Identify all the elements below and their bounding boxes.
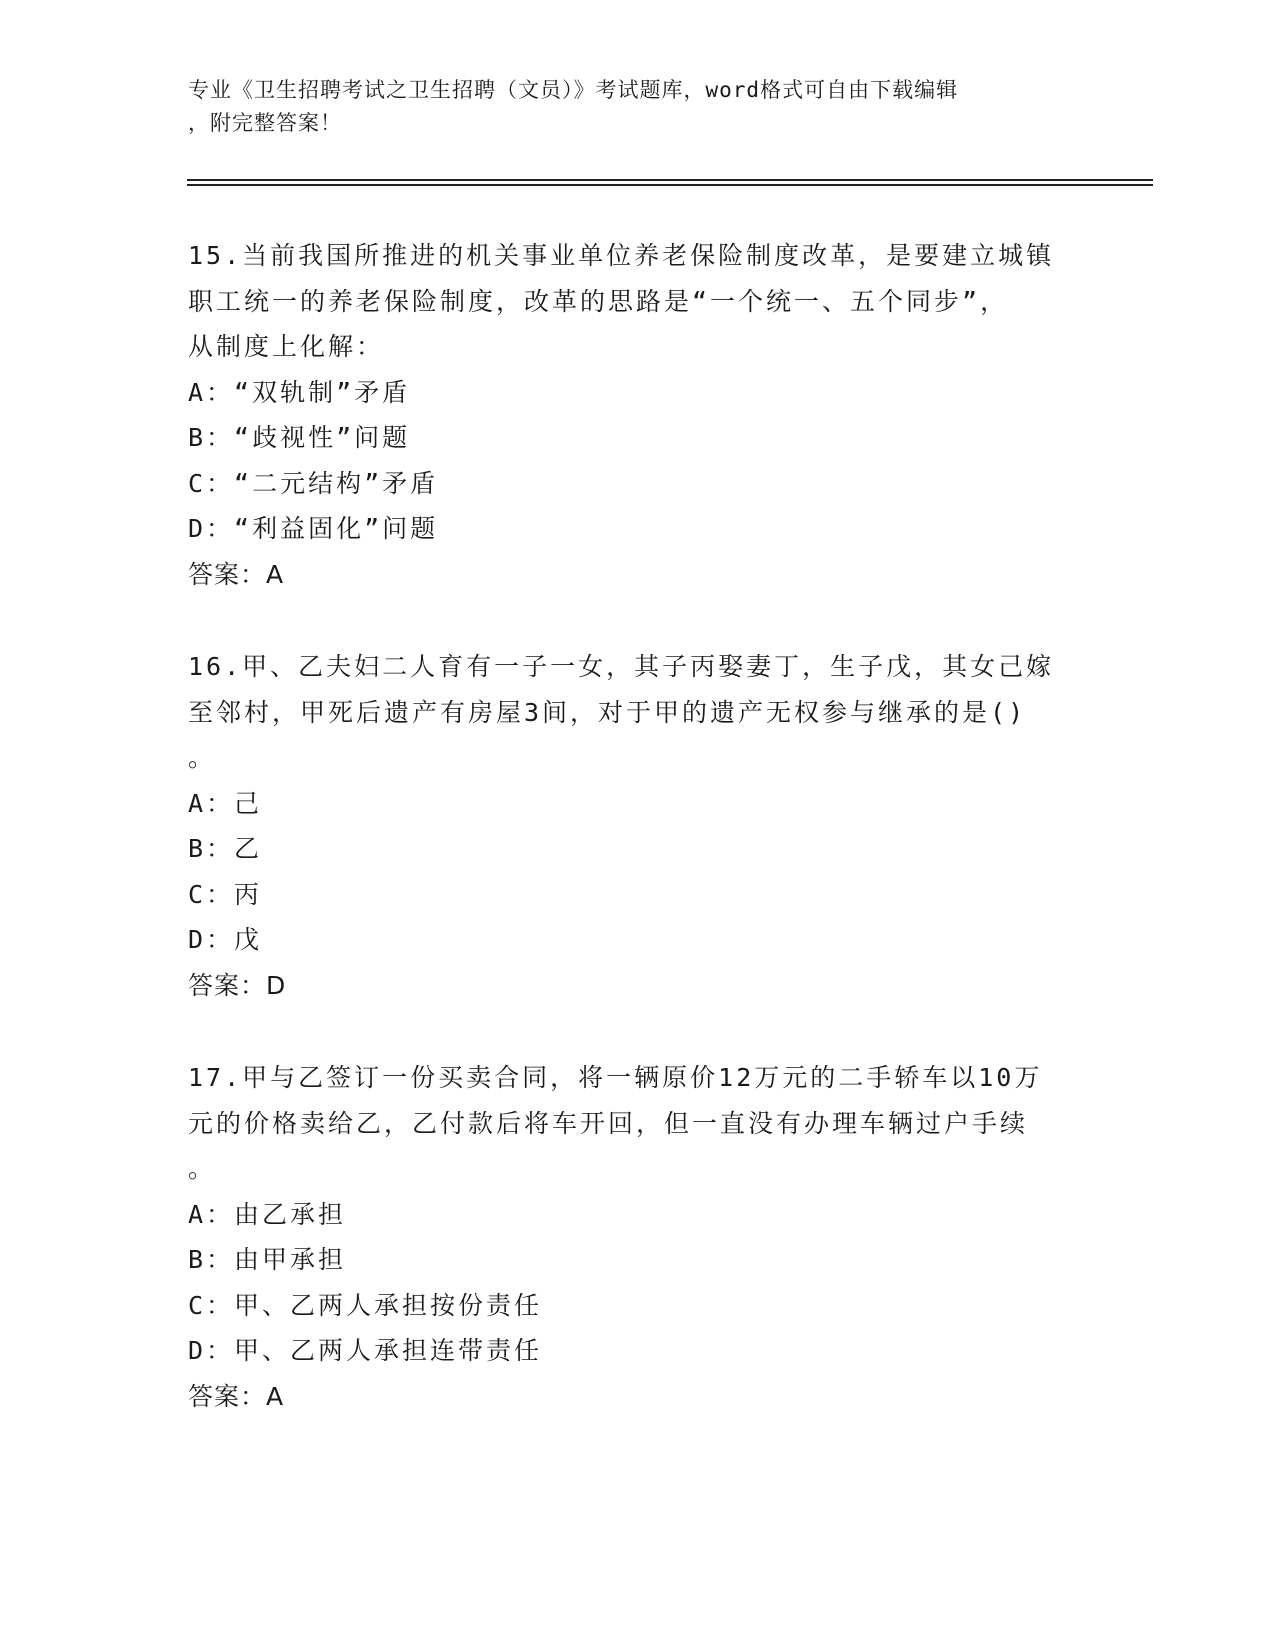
answer: 答案：D bbox=[188, 970, 287, 1000]
option-c: C：甲、乙两人承担按份责任 bbox=[188, 1290, 543, 1320]
stem-line: 元的价格卖给乙，乙付款后将车开回，但一直没有办理车辆过户手续 bbox=[188, 1108, 1029, 1138]
answer: 答案：A bbox=[188, 559, 285, 589]
header-divider-bottom bbox=[187, 184, 1153, 186]
option-d: D：甲、乙两人承担连带责任 bbox=[188, 1336, 543, 1365]
option-d: D：戊 bbox=[188, 925, 263, 954]
question-stem bbox=[188, 644, 1088, 781]
question-16 bbox=[188, 644, 1088, 1008]
option-d: D：“利益固化”问题 bbox=[188, 514, 439, 543]
stem-line: 17.甲与乙签订一份买卖合同，将一辆原价12万元的二手轿车以10万 bbox=[188, 1063, 1043, 1092]
option-b: B：“歧视性”问题 bbox=[188, 423, 411, 452]
question-stem bbox=[188, 1055, 1088, 1192]
header-line: ，附完整答案！ bbox=[188, 111, 342, 135]
stem-line: 。 bbox=[188, 1154, 217, 1183]
header-line: 专业《卫生招聘考试之卫生招聘（文员）》考试题库，word格式可自由下载编辑 bbox=[188, 78, 959, 102]
option-b: B：由甲承担 bbox=[188, 1245, 347, 1274]
question-stem bbox=[188, 233, 1088, 370]
stem-line: 。 bbox=[188, 743, 217, 772]
stem-line: 15.当前我国所推进的机关事业单位养老保险制度改革，是要建立城镇 bbox=[188, 241, 1055, 270]
option-a: A：“双轨制”矛盾 bbox=[188, 377, 411, 407]
option-a: A：己 bbox=[188, 788, 263, 818]
answer: 答案：A bbox=[188, 1381, 285, 1411]
option-a: A：由乙承担 bbox=[188, 1199, 347, 1229]
question-15 bbox=[188, 233, 1088, 597]
stem-line: 16.甲、乙夫妇二人育有一子一女，其子丙娶妻丁，生子戊，其女己嫁 bbox=[188, 652, 1055, 681]
option-c: C：“二元结构”矛盾 bbox=[188, 468, 439, 498]
question-17 bbox=[188, 1055, 1088, 1419]
option-c: C：丙 bbox=[188, 879, 263, 909]
stem-line: 从制度上化解： bbox=[188, 332, 385, 361]
stem-line: 职工统一的养老保险制度，改革的思路是“一个统一、五个同步”， bbox=[188, 286, 1009, 316]
header-divider-top bbox=[187, 179, 1153, 181]
option-b: B：乙 bbox=[188, 834, 263, 863]
document-header bbox=[188, 74, 1068, 140]
stem-line: 至邻村，甲死后遗产有房屋3间，对于甲的遗产无权参与继承的是() bbox=[188, 697, 1027, 727]
